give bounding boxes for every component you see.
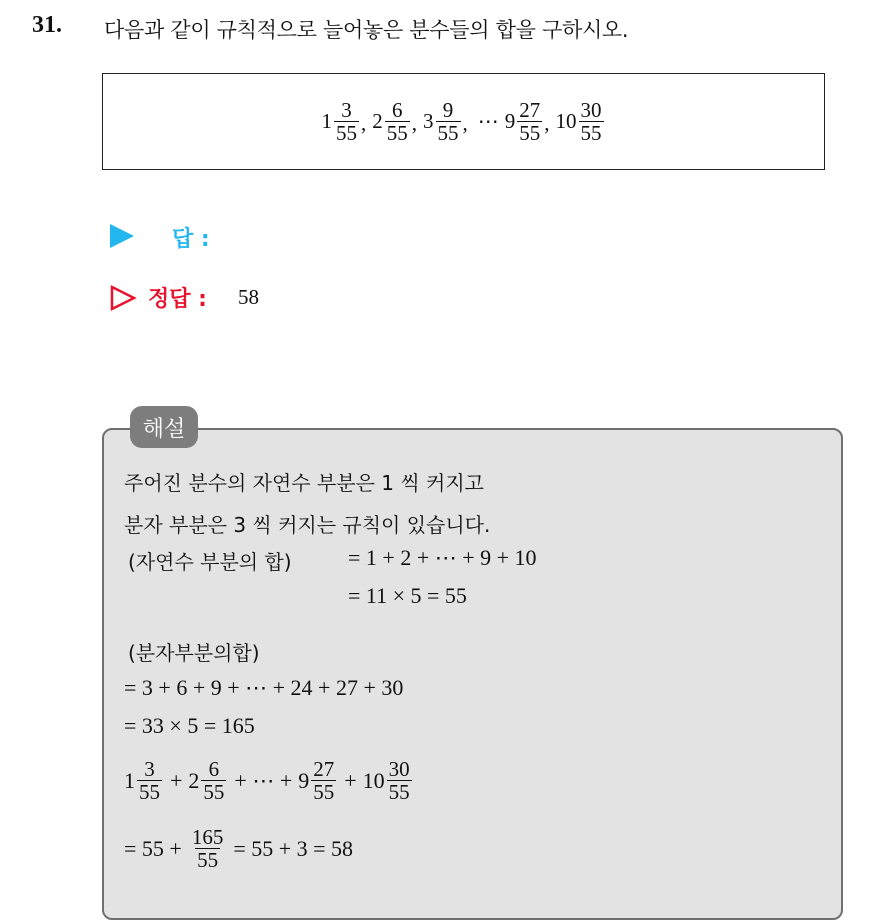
- ellipsis: ⋯: [477, 109, 501, 133]
- explanation-line: (자연수 부분의 합): [128, 550, 292, 574]
- explanation-equation: = 3 + 6 + 9 + ⋯ + 24 + 27 + 30: [124, 675, 404, 700]
- denominator: 55: [388, 780, 410, 805]
- explanation-equation: = 1 + 2 + ⋯ + 9 + 10: [348, 545, 537, 570]
- question-number: 31.: [32, 12, 62, 38]
- separator: ,: [411, 111, 417, 136]
- whole-part: 2: [372, 109, 383, 133]
- fraction: [137, 758, 162, 803]
- denominator: 55: [197, 848, 219, 873]
- sequence-box: [102, 73, 825, 170]
- separator: ,: [361, 111, 367, 136]
- sequence-term: [556, 99, 606, 144]
- numerator: 27: [313, 757, 335, 781]
- denominator: 55: [203, 780, 225, 805]
- filled-triangle-right-icon: [110, 224, 134, 248]
- explanation-equation: = 11 × 5 = 55: [348, 583, 467, 608]
- explanation-line: (분자부분의합): [128, 641, 260, 665]
- denominator: 55: [386, 121, 408, 145]
- fraction: [387, 758, 412, 803]
- explanation-equation: = 33 × 5 = 165: [124, 713, 255, 738]
- denominator: 55: [313, 780, 335, 805]
- equation-right: = 55 + 3 = 58: [233, 835, 354, 861]
- fraction: [385, 99, 410, 144]
- correct-answer-value: 58: [238, 285, 259, 309]
- numerator: 165: [191, 825, 224, 849]
- mixed-fraction-sum: [124, 758, 414, 803]
- numerator: 3: [144, 757, 155, 781]
- outline-triangle-right-icon: [110, 284, 138, 312]
- numerator: 30: [388, 757, 410, 781]
- denominator: 55: [519, 121, 541, 145]
- denominator: 55: [336, 121, 357, 145]
- whole-part: 10: [362, 767, 385, 793]
- correct-answer-label: 정답 :: [148, 287, 207, 312]
- whole-part: 1: [321, 109, 332, 133]
- final-equation: [124, 826, 353, 871]
- whole-part: 10: [555, 109, 577, 133]
- numerator: 3: [341, 97, 352, 122]
- separator: ,: [544, 111, 550, 136]
- question-text: 다음과 같이 규칙적으로 늘어놓은 분수들의 합을 구하시오.: [104, 18, 629, 42]
- separator: ,: [462, 111, 468, 136]
- fraction: [201, 758, 226, 803]
- equation-left: = 55 +: [124, 835, 182, 861]
- fraction: [311, 758, 336, 803]
- denominator: 55: [437, 121, 459, 145]
- answer-label: 답 :: [172, 227, 210, 252]
- denominator: 55: [580, 121, 602, 145]
- operator: + ⋯ +: [234, 767, 293, 793]
- operator: +: [170, 767, 183, 793]
- whole-part: 3: [423, 109, 434, 133]
- fraction: [334, 99, 359, 144]
- fraction-sequence: [322, 99, 606, 144]
- numerator: 9: [442, 97, 454, 122]
- numerator: 6: [208, 757, 220, 781]
- fraction: [517, 99, 542, 144]
- whole-part: 1: [124, 767, 135, 793]
- operator: +: [344, 767, 357, 793]
- whole-part: 9: [504, 109, 516, 133]
- sequence-term: [322, 99, 373, 144]
- fraction: [436, 99, 461, 144]
- whole-part: 2: [188, 767, 200, 793]
- sequence-term: [372, 99, 423, 144]
- numerator: 27: [519, 97, 541, 122]
- fraction: [190, 826, 226, 871]
- numerator: 30: [580, 97, 602, 122]
- fraction: [579, 99, 604, 144]
- explanation-line: 주어진 분수의 자연수 부분은 1 씩 커지고: [124, 471, 484, 495]
- denominator: 55: [139, 780, 160, 805]
- sequence-term: [505, 99, 556, 144]
- whole-part: 9: [298, 767, 310, 793]
- sequence-term: [423, 99, 474, 144]
- numerator: 6: [392, 97, 403, 122]
- explanation-tag: 해설: [130, 406, 198, 448]
- explanation-line: 분자 부분은 3 씩 커지는 규칙이 있습니다.: [124, 513, 491, 537]
